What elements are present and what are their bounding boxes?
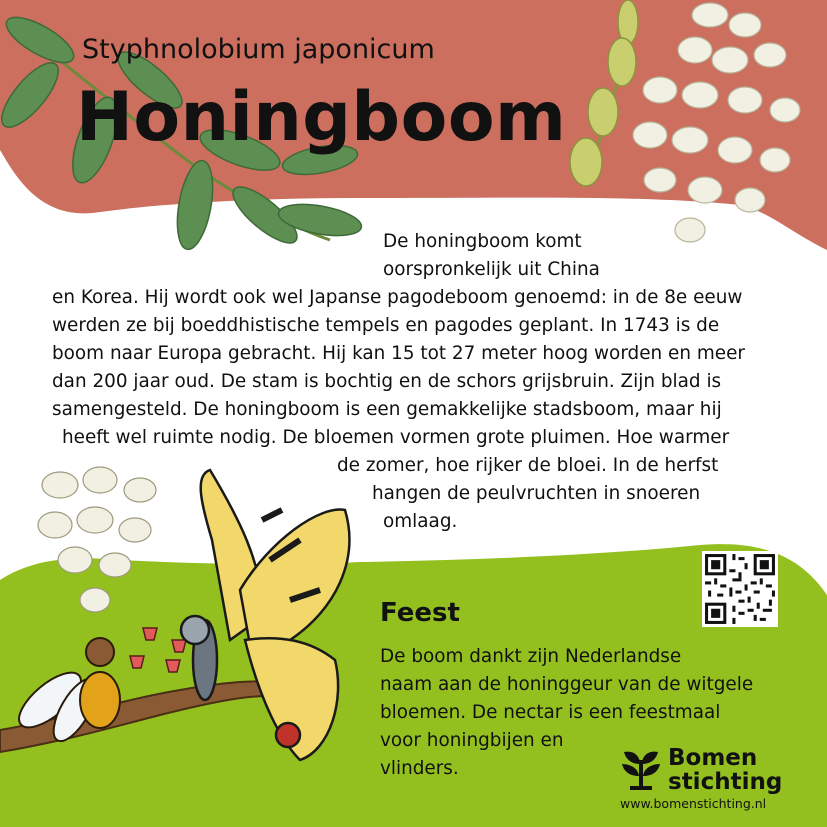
latin-name: Styphnolobium japonicum: [82, 34, 435, 65]
feest-line: bloemen. De nectar is een feestmaal: [380, 702, 721, 723]
intro-line: oorspronkelijk uit China: [383, 259, 600, 280]
intro-line: dan 200 jaar oud. De stam is bochtig en de schors grijsbruin. Zijn blad is: [52, 371, 722, 392]
logo-line-1: Bomen: [668, 745, 758, 771]
website-link[interactable]: www.bomenstichting.nl: [620, 796, 767, 811]
feest-line: vlinders.: [380, 758, 459, 779]
logo-line-2: stichting: [668, 769, 783, 795]
intro-line: heeft wel ruimte nodig. De bloemen vormen grote pluimen. Hoe warmer: [62, 427, 730, 448]
page-title: Honingboom: [76, 78, 567, 157]
intro-line: hangen de peulvruchten in snoeren: [372, 483, 701, 504]
intro-line: boom naar Europa gebracht. Hij kan 15 tot 27 meter hoog worden en meer: [52, 343, 745, 364]
feest-line: naam aan de honinggeur van de witgele: [380, 674, 754, 695]
feest-line: voor honingbijen en: [380, 730, 564, 751]
feest-line: De boom dankt zijn Nederlandse: [380, 646, 682, 667]
intro-line: de zomer, hoe rijker de bloei. In de herfst: [337, 455, 719, 476]
feest-heading: Feest: [380, 598, 460, 628]
bomenstichting-logo-icon: [620, 748, 662, 792]
intro-line: samengesteld. De honingboom is een gemakkelijke stadsboom, maar hij: [52, 399, 722, 420]
intro-line: omlaag.: [383, 511, 458, 532]
intro-line: werden ze bij boeddhistische tempels en pagodes geplant. In 1743 is de: [52, 315, 720, 336]
intro-line: en Korea. Hij wordt ook wel Japanse pagodeboom genoemd: in de 8e eeuw: [52, 287, 743, 308]
qr-code[interactable]: [702, 551, 778, 627]
intro-line: De honingboom komt: [383, 231, 582, 252]
